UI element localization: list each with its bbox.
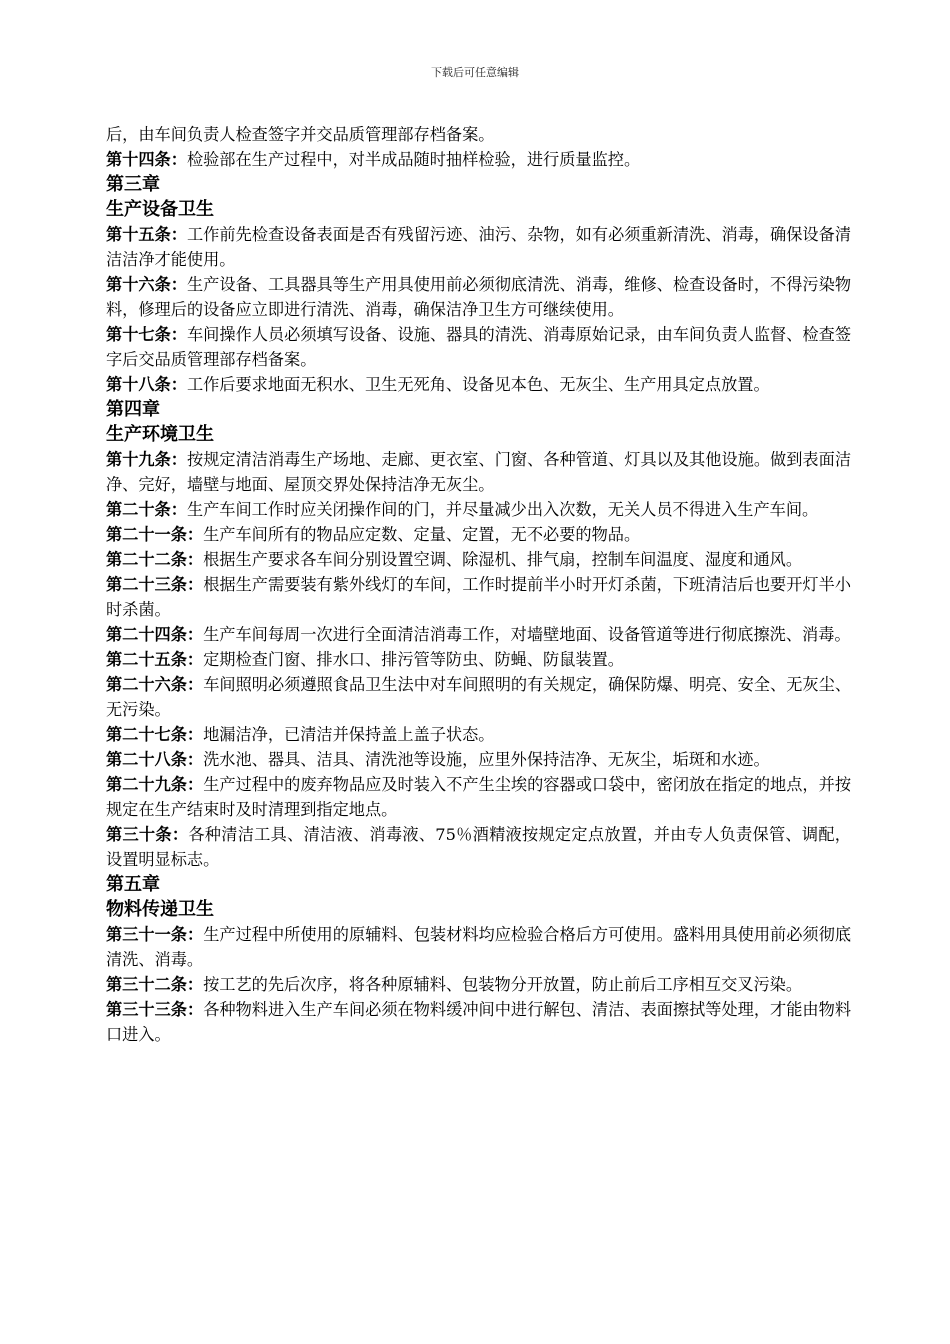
article-paragraph xyxy=(106,772,851,822)
page-header: 下载后可任意编辑 xyxy=(431,66,519,79)
article-paragraph xyxy=(106,622,851,647)
article-paragraph xyxy=(106,147,851,172)
article-text: 生产车间每周一次进行全面清洁消毒工作，对墙壁地面、设备管道等进行彻底擦洗、消毒。 xyxy=(203,625,851,644)
article-label: 第二十三条： xyxy=(106,575,204,594)
article-text: 按规定清洁消毒生产场地、走廊、更衣室、门窗、各种管道、灯具以及其他设施。做到表面洁净、完好，墙壁与地面、屋顶交界处保持洁净无灰尘。 xyxy=(106,450,852,494)
article-paragraph xyxy=(106,747,851,772)
article-label: 第二十六条： xyxy=(106,675,204,694)
article-paragraph xyxy=(106,547,851,572)
article-text: 洗水池、器具、洁具、清洗池等设施，应里外保持洁净、无灰尘，垢斑和水迹。 xyxy=(203,750,770,769)
article-label: 第十六条： xyxy=(106,275,187,294)
article-text: 各种物料进入生产车间必须在物料缓冲间中进行解包、清洁、表面擦拭等处理，才能由物料口进入。 xyxy=(106,1000,852,1044)
article-text: 车间操作人员必须填写设备、设施、器具的清洗、消毒原始记录，由车间负责人监督、检查签字后交品质管理部存档备案。 xyxy=(106,325,852,369)
article-label: 第三十一条： xyxy=(106,925,204,944)
article-text: 生产车间所有的物品应定数、定量、定置，无不必要的物品。 xyxy=(203,525,641,544)
article-label: 第二十八条： xyxy=(106,750,204,769)
article-text: 生产过程中所使用的原辅料、包装材料均应检验合格后方可使用。盛料用具使用前必须彻底清洗、消毒。 xyxy=(106,925,852,969)
article-text: 生产车间工作时应关闭操作间的门，并尽量减少出入次数，无关人员不得进入生产车间。 xyxy=(186,500,819,519)
article-text: 定期检查门窗、排水口、排污管等防虫、防蝇、防鼠装置。 xyxy=(203,650,624,669)
article-label: 第三十二条： xyxy=(106,975,204,994)
article-text: 工作前先检查设备表面是否有残留污迹、油污、杂物，如有必须重新清洗、消毒，确保设备清洁洁净才能使用。 xyxy=(106,225,852,269)
article-label: 第三十三条： xyxy=(106,1000,204,1019)
article-label: 第二十二条： xyxy=(106,550,204,569)
article-label: 第二十一条： xyxy=(106,525,204,544)
article-label: 第二十条： xyxy=(106,500,187,519)
article-label: 第十四条： xyxy=(106,150,187,169)
article-label: 第二十五条： xyxy=(106,650,204,669)
article-text: 地漏洁净，已清洁并保持盖上盖子状态。 xyxy=(203,725,495,744)
article-text: 生产设备、工具器具等生产用具使用前必须彻底清洗、消毒，维修、检查设备时，不得污染物料，修理后的设备应立即进行清洗、消毒，确保洁净卫生方可继续使用。 xyxy=(106,275,852,319)
article-text: 车间照明必须遵照食品卫生法中对车间照明的有关规定，确保防爆、明亮、安全、无灰尘、无污染。 xyxy=(106,675,852,719)
article-label: 第十七条： xyxy=(106,325,187,344)
article-paragraph xyxy=(106,647,851,672)
article-label: 第十九条： xyxy=(106,450,187,469)
article-paragraph xyxy=(106,972,851,997)
article-label: 第十五条： xyxy=(106,225,187,244)
article-text: 工作后要求地面无积水、卫生无死角、设备见本色、无灰尘、生产用具定点放置。 xyxy=(186,375,770,394)
article-paragraph xyxy=(106,822,851,872)
article-paragraph xyxy=(106,322,851,372)
section-title: 生产设备卫生 xyxy=(106,199,214,220)
article-paragraph xyxy=(106,522,851,547)
article-text: 根据生产需要装有紫外线灯的车间，工作时提前半小时开灯杀菌，下班清洁后也要开灯半小时杀菌。 xyxy=(106,575,852,619)
article-text: 根据生产要求各车间分别设置空调、除湿机、排气扇，控制车间温度、湿度和通风。 xyxy=(203,550,803,569)
article-paragraph xyxy=(106,122,851,147)
article-paragraph xyxy=(106,272,851,322)
article-paragraph xyxy=(106,222,851,272)
article-paragraph xyxy=(106,497,851,522)
article-paragraph xyxy=(106,572,851,622)
article-label: 第二十七条： xyxy=(106,725,204,744)
article-label: 第三十条： xyxy=(106,825,189,844)
article-label: 第二十四条： xyxy=(106,625,204,644)
article-paragraph xyxy=(106,372,851,397)
chapter-heading: 第三章 xyxy=(106,174,160,195)
article-paragraph xyxy=(106,722,851,747)
chapter-heading: 第五章 xyxy=(106,874,160,895)
article-paragraph xyxy=(106,447,851,497)
article-paragraph xyxy=(106,997,851,1047)
article-label: 第二十九条： xyxy=(106,775,204,794)
section-title: 生产环境卫生 xyxy=(106,424,214,445)
article-text: 生产过程中的废弃物品应及时装入不产生尘埃的容器或口袋中，密闭放在指定的地点，并按规定在生产结束时及时清理到指定地点。 xyxy=(106,775,852,819)
section-title: 物料传递卫生 xyxy=(106,899,214,920)
article-paragraph xyxy=(106,922,851,972)
document-body xyxy=(106,122,851,1047)
article-label: 第十八条： xyxy=(106,375,187,394)
article-text: 检验部在生产过程中，对半成品随时抽样检验，进行质量监控。 xyxy=(186,150,641,169)
article-text: 后，由车间负责人检查签字并交品质管理部存档备案。 xyxy=(106,125,495,144)
article-paragraph xyxy=(106,672,851,722)
article-text: 各种清洁工具、清洁液、消毒液、75％酒精液按规定定点放置，并由专人负责保管、调配，设置明显标志。 xyxy=(106,825,851,869)
article-text: 按工艺的先后次序，将各种原辅料、包装物分开放置，防止前后工序相互交叉污染。 xyxy=(203,975,803,994)
chapter-heading: 第四章 xyxy=(106,399,160,420)
